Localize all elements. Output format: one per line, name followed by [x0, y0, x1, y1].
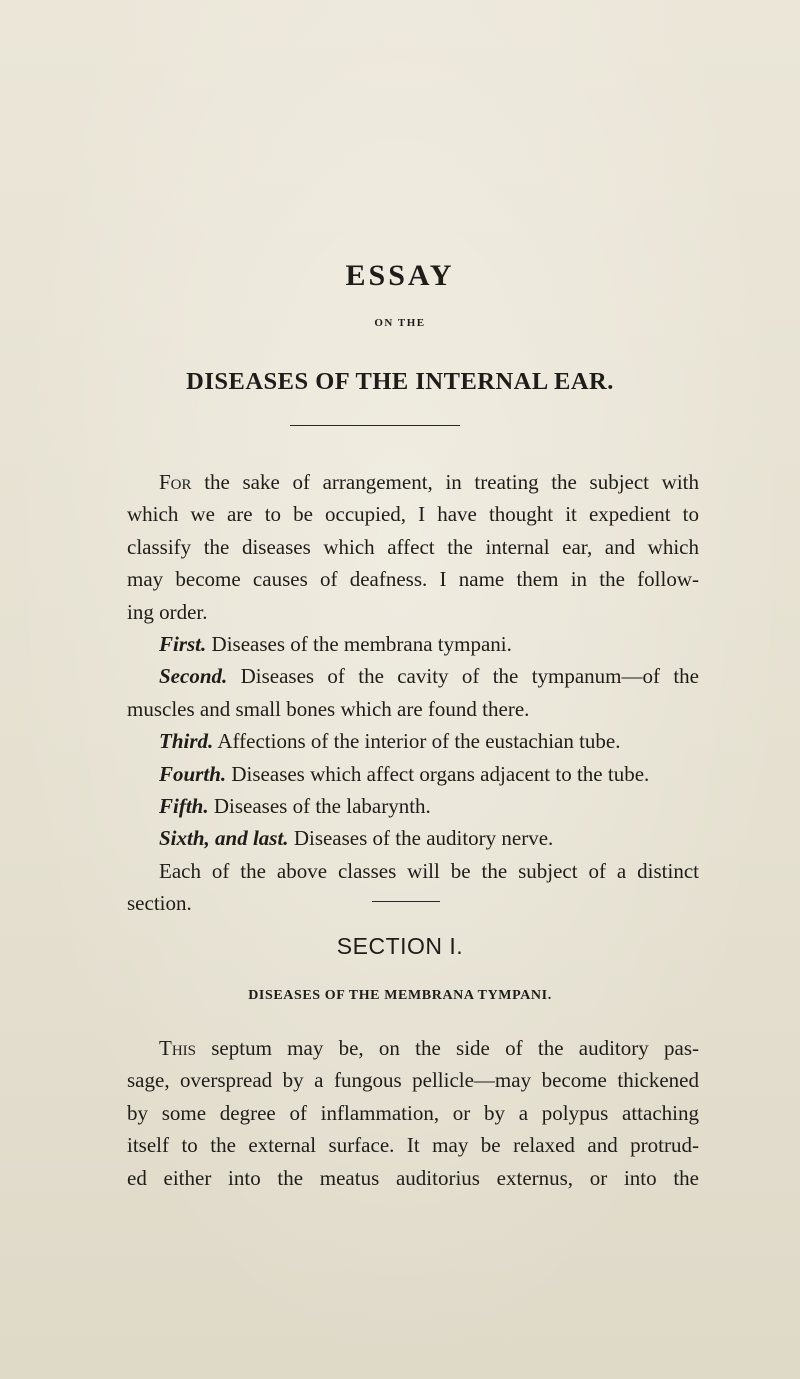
- section-heading: SECTION I.: [336, 933, 464, 959]
- paragraph-line: itself to the external surface. It may be relaxed and protrud-: [127, 1133, 699, 1158]
- class-text: Affections of the interior of the eustachian tube.: [217, 729, 621, 754]
- page-title: ESSAY: [345, 259, 455, 292]
- section-subheading: DISEASES OF THE MEMBRANA TYMPANI.: [248, 988, 552, 1003]
- page-subtitle: DISEASES OF THE INTERNAL EAR.: [186, 368, 614, 395]
- paragraph-line: which we are to be occupied, I have thought it expedient to: [127, 502, 699, 527]
- paragraph-line: section.: [127, 891, 192, 916]
- class-label: Fourth.: [159, 761, 227, 786]
- class-item: [127, 660, 699, 692]
- line-text: septum may be, on the side of the auditory pas-: [211, 1036, 699, 1060]
- class-text: Diseases which affect organs adjacent to the tube.: [231, 761, 650, 786]
- paragraph-line: ing order.: [127, 599, 208, 624]
- section-text: [127, 1032, 699, 1194]
- paragraph-line: by some degree of inflammation, or by a polypus attaching: [127, 1100, 699, 1125]
- intro-text: [127, 466, 699, 920]
- class-text: Diseases of the cavity of the tympanum—of the: [240, 664, 700, 689]
- class-item-continuation: muscles and small bones which are found there.: [127, 696, 530, 721]
- section-rule: [372, 901, 440, 902]
- paragraph-line: ed either into the meatus auditorius externus, or into the: [127, 1165, 699, 1190]
- class-label: Third.: [159, 729, 214, 754]
- class-label: Sixth, and last.: [159, 826, 289, 851]
- paragraph-line: [127, 1032, 699, 1064]
- class-item: [127, 790, 699, 822]
- paragraph-line: [127, 466, 699, 498]
- class-text: Diseases of the labarynth.: [213, 794, 431, 819]
- paragraph-line: may become causes of deafness. I name them in the follow-: [127, 567, 699, 592]
- drop-lead-word: For: [159, 470, 192, 494]
- line-text: the sake of arrangement, in treating the subject with: [204, 470, 699, 494]
- paragraph-line: sage, overspread by a fungous pellicle—may become thickened: [127, 1068, 699, 1093]
- class-text: Diseases of the membrana tympani.: [211, 632, 512, 657]
- title-connector: ON THE: [374, 317, 426, 329]
- class-label: Fifth.: [159, 794, 209, 819]
- paragraph-line: classify the diseases which affect the internal ear, and which: [127, 534, 699, 559]
- paragraph-line: Each of the above classes will be the subject of a distinct: [159, 858, 699, 883]
- class-item: [127, 628, 699, 660]
- title-rule: [290, 425, 460, 426]
- drop-lead-word: This: [159, 1036, 196, 1060]
- class-item: [127, 725, 699, 757]
- class-text: Diseases of the auditory nerve.: [293, 826, 554, 851]
- class-label: First.: [159, 632, 207, 657]
- class-item: [127, 822, 699, 854]
- class-item: [127, 758, 699, 790]
- class-label: Second.: [159, 664, 228, 689]
